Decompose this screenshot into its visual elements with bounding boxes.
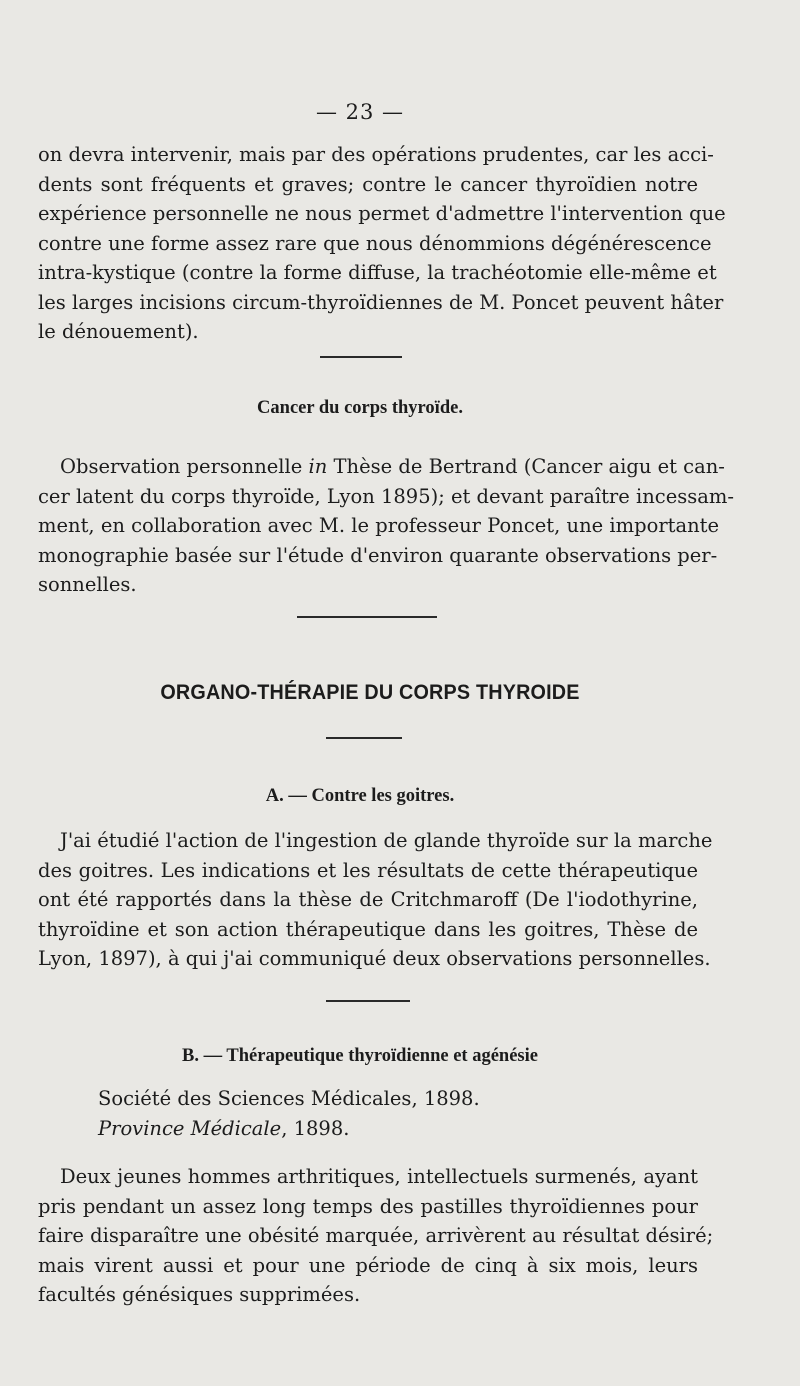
section-a-paragraph: [38, 826, 713, 974]
section-b-heading: B. — Thérapeutique thyroïdienne et agénésie: [182, 1046, 538, 1066]
text-run: Observation personnelle: [60, 455, 309, 478]
text-line: pris pendant un assez long temps des pastilles thyroïdiennes pour: [38, 1194, 698, 1218]
text-line: Deux jeunes hommes arthritiques, intellectuels surmenés, ayant: [60, 1165, 698, 1188]
text-line: J'ai étudié l'action de l'ingestion de glande thyroïde sur la marche: [60, 829, 713, 852]
text-line: le dénouement).: [38, 320, 199, 343]
cancer-section-heading: Cancer du corps thyroïde.: [257, 398, 463, 418]
text-line: mais virent aussi et pour une période de cinq à six mois, leurs: [38, 1253, 698, 1277]
text-line: thyroïdine et son action thérapeutique dans les goitres, Thèse de: [38, 917, 698, 941]
cancer-paragraph: [38, 452, 734, 600]
text-line: ment, en collaboration avec M. le professeur Poncet, une importante: [38, 514, 720, 537]
section-b-references: [98, 1084, 658, 1143]
page-number: — 23 —: [315, 100, 405, 124]
section-a-heading: A. — Contre les goitres.: [265, 786, 455, 806]
text-line: sonnelles.: [38, 573, 137, 596]
text-run: , 1898.: [281, 1116, 350, 1140]
italic-text: Province Médicale: [98, 1116, 282, 1140]
separator-rule: [326, 1000, 410, 1002]
text-line: intra-kystique (contre la forme diffuse, la trachéotomie elle-même et: [38, 261, 717, 284]
text-line: on devra intervenir, mais par des opérations prudentes, car les acci-: [38, 143, 714, 166]
text-line: cer latent du corps thyroïde, Lyon 1895); et devant paraître incessam-: [38, 484, 734, 508]
text-line: les larges incisions circum-thyroïdiennes de M. Poncet peuvent hâter: [38, 290, 724, 314]
section-b-paragraph: [38, 1162, 714, 1310]
separator-rule: [297, 616, 437, 618]
text-line: Lyon, 1897), à qui j'ai communiqué deux observations personnelles.: [38, 947, 711, 970]
text-line: facultés génésiques supprimées.: [38, 1283, 361, 1306]
text-line: [38, 452, 725, 482]
text-line: contre une forme assez rare que nous dénommions dégénérescence: [38, 231, 712, 255]
intro-paragraph: [38, 140, 726, 347]
reference-line: Société des Sciences Médicales, 1898.: [98, 1087, 480, 1110]
text-line: faire disparaître une obésité marquée, arrivèrent au résultat désiré;: [38, 1224, 714, 1247]
text-run: Thèse de Bertrand (Cancer aigu et can-: [327, 455, 725, 478]
text-line: dents sont fréquents et graves; contre le cancer thyroïdien notre: [38, 172, 698, 196]
text-line: ont été rapportés dans la thèse de Critchmaroff (De l'iodothyrine,: [38, 888, 698, 911]
separator-rule: [326, 737, 402, 739]
separator-rule: [320, 356, 402, 358]
main-heading: ORGANO-THÉRAPIE DU CORPS THYROIDE: [160, 680, 580, 704]
reference-line: [98, 1114, 658, 1144]
text-line: monographie basée sur l'étude d'environ quarante observations per-: [38, 543, 718, 567]
text-line: des goitres. Les indications et les résultats de cette thérapeutique: [38, 858, 698, 882]
italic-text: in: [308, 455, 328, 478]
text-line: expérience personnelle ne nous permet d'admettre l'intervention que: [38, 202, 726, 225]
